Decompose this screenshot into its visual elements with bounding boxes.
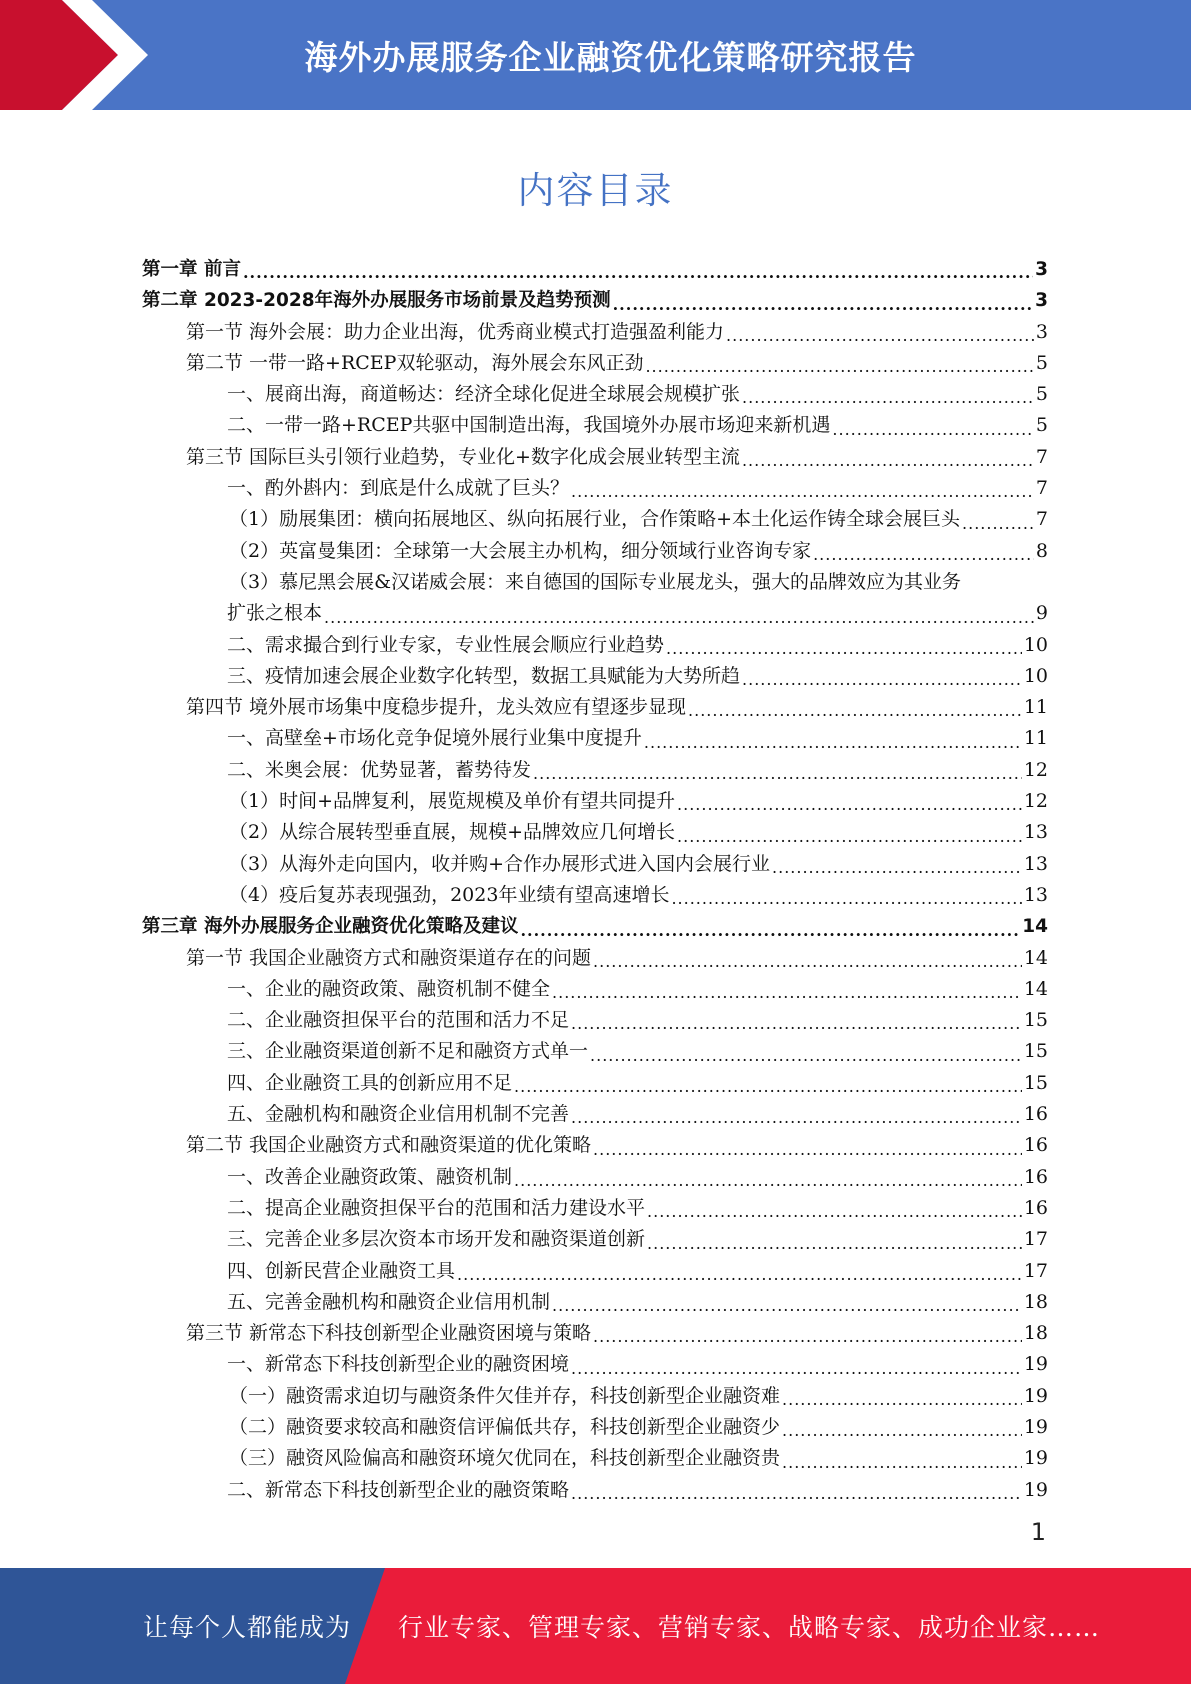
dot-leader [644,723,1022,754]
toc-entry[interactable] [142,317,1048,348]
toc-entry[interactable] [142,1287,1048,1318]
toc-entry[interactable] [142,661,1048,692]
toc-entry[interactable] [142,1256,1048,1287]
dot-leader [552,974,1022,1005]
toc-entry-page: 19 [1023,1447,1048,1470]
toc-entry-page: 8 [1035,539,1048,562]
toc-entry-label: 第二节 我国企业融资方式和融资渠道的优化策略 [186,1134,592,1157]
toc-entry[interactable] [142,1412,1048,1443]
dot-leader [571,1005,1022,1036]
page-footer [0,1568,1191,1684]
toc-entry-label: （二）融资要求较高和融资信评偏低共存，科技创新型企业融资少 [229,1415,781,1438]
dot-leader [726,317,1034,348]
dot-leader [782,1443,1022,1474]
toc-entry[interactable] [142,1068,1048,1099]
dot-leader [742,442,1034,473]
toc-entry-page: 19 [1023,1384,1048,1407]
dot-leader [677,817,1022,848]
toc-entry[interactable] [142,504,1048,535]
toc-entry-label: 一、企业的融资政策、融资机制不健全 [227,977,551,1000]
toc-entry-label: 第三章 海外办展服务企业融资优化策略及建议 [142,916,519,938]
toc-entry[interactable] [142,880,1048,911]
dot-leader [677,786,1022,817]
toc-entry-label: 二、新常态下科技创新型企业的融资策略 [227,1478,570,1501]
page-number: 1 [1030,1518,1046,1546]
toc-entry-label: 扩张之根本 [227,602,323,625]
table-of-contents [142,254,1048,1506]
toc-entry-page: 10 [1023,664,1048,687]
toc-entry-label: （3）从海外走向国内，收并购+合作办展形式进入国内会展行业 [229,852,771,875]
toc-entry-page: 16 [1023,1196,1048,1219]
toc-entry-label: 四、企业融资工具的创新应用不足 [227,1071,513,1094]
toc-entry-label: 第一节 我国企业融资方式和融资渠道存在的问题 [186,946,592,969]
toc-entry-label: 第一章 前言 [142,259,241,280]
dot-leader [571,1349,1022,1380]
toc-entry-page: 3 [1035,320,1048,343]
toc-entry[interactable] [142,1443,1048,1474]
dot-leader [324,598,1034,629]
dot-leader [666,630,1022,661]
dot-leader [782,1412,1022,1443]
toc-entry-label: （1）时间+品牌复利，展览规模及单价有望共同提升 [229,790,676,813]
header-arrow-decoration [0,0,150,110]
toc-entry[interactable] [142,348,1048,379]
dot-leader [571,473,1034,504]
toc-chapter-entry[interactable] [142,254,1048,285]
toc-entry-label: 第四节 境外展市场集中度稳步提升，龙头效应有望逐步显现 [186,696,687,719]
dot-leader [533,755,1022,786]
toc-entry-page: 18 [1023,1290,1048,1313]
toc-entry-page: 15 [1023,1071,1048,1094]
footer-slogan-right: 行业专家、管理专家、营销专家、战略专家、成功企业家…… [398,1613,1101,1642]
toc-entry[interactable] [142,598,1048,629]
report-title: 海外办展服务企业融资优化策略研究报告 [304,37,917,77]
toc-entry-label: （1）励展集团：横向拓展地区、纵向拓展行业，合作策略+本土化运作铸全球会展巨头 [229,508,961,531]
toc-entry-label: 一、改善企业融资政策、融资机制 [227,1165,513,1188]
toc-entry-page: 11 [1023,696,1048,719]
toc-entry-label: 一、新常态下科技创新型企业的融资困境 [227,1353,570,1376]
toc-entry-page: 15 [1023,1009,1048,1032]
dot-leader [457,1256,1022,1287]
dot-leader [593,943,1022,974]
dot-leader [813,536,1034,567]
toc-entry[interactable] [142,849,1048,880]
toc-entry[interactable] [142,817,1048,848]
toc-entry[interactable] [142,1130,1048,1161]
dot-leader [962,504,1034,535]
toc-entry-page: 17 [1023,1228,1048,1251]
toc-entry-page: 11 [1023,727,1048,750]
dot-leader [782,1381,1022,1412]
toc-entry[interactable] [142,943,1048,974]
dot-leader [243,254,1033,285]
toc-entry-page: 13 [1023,852,1048,875]
toc-entry-label: （4）疫后复苏表现强劲，2023年业绩有望高速增长 [229,883,670,906]
toc-entry-page: 14 [1023,946,1048,969]
toc-entry[interactable] [142,1224,1048,1255]
toc-entry-page: 13 [1023,821,1048,844]
toc-entry-label: 第一节 海外会展：助力企业出海，优秀商业模式打造强盈利能力 [186,320,725,343]
toc-entry[interactable] [142,1036,1048,1067]
toc-entry-page: 17 [1023,1259,1048,1282]
toc-entry-label: 三、完善企业多层次资本市场开发和融资渠道创新 [227,1228,646,1251]
toc-entry-label: （2）英富曼集团：全球第一大会展主办机构，细分领域行业咨询专家 [229,539,812,562]
toc-entry-page: 18 [1023,1322,1048,1345]
toc-entry-label: 二、企业融资担保平台的范围和活力不足 [227,1009,570,1032]
dot-leader [742,661,1022,692]
toc-entry-label: 一、展商出海，商道畅达：经济全球化促进全球展会规模扩张 [227,383,741,406]
toc-entry[interactable] [142,1099,1048,1130]
toc-entry[interactable] [142,442,1048,473]
dot-leader [647,1193,1022,1224]
toc-entry-page: 5 [1035,383,1048,406]
toc-heading: 内容目录 [517,169,674,212]
toc-entry-label: 三、企业融资渠道创新不足和融资方式单一 [227,1040,589,1063]
toc-entry-page: 14 [1022,916,1048,938]
footer-slogan-left: 让每个人都能成为 [143,1613,352,1642]
dot-leader [688,692,1022,723]
toc-entry-page: 12 [1023,790,1048,813]
toc-entry-page: 12 [1023,758,1048,781]
toc-entry-label: （三）融资风险偏高和融资环境欠优同在，科技创新型企业融资贵 [229,1447,781,1470]
toc-entry[interactable] [142,786,1048,817]
toc-entry-page: 16 [1023,1103,1048,1126]
toc-entry-label: 三、疫情加速会展企业数字化转型，数据工具赋能为大势所趋 [227,664,741,687]
toc-entry-label: （2）从综合展转型垂直展，规模+品牌效应几何增长 [229,821,676,844]
toc-entry-page: 7 [1035,477,1048,500]
toc-entry-label: 一、酌外斟内：到底是什么成就了巨头？ [227,477,570,500]
toc-entry-label: 五、完善金融机构和融资企业信用机制 [227,1290,551,1313]
dot-leader [514,1068,1022,1099]
toc-entry-page: 7 [1035,445,1048,468]
dot-leader [571,1475,1022,1506]
dot-leader [613,285,1034,316]
dot-leader [832,410,1033,441]
toc-entry[interactable] [142,1381,1048,1412]
toc-entry-page: 19 [1023,1353,1048,1376]
dot-leader [593,1130,1022,1161]
toc-entry[interactable] [142,1162,1048,1193]
toc-entry-page: 10 [1023,633,1048,656]
toc-entry[interactable] [142,1475,1048,1506]
toc-entry-label: 二、需求撮合到行业专家，专业性展会顺应行业趋势 [227,633,665,656]
toc-entry-page: 19 [1023,1415,1048,1438]
toc-entry-page: 16 [1023,1165,1048,1188]
toc-entry-page: 7 [1035,508,1048,531]
toc-entry[interactable] [142,692,1048,723]
dot-leader [772,849,1022,880]
toc-entry-label: （3）慕尼黑会展&汉诺威会展：来自德国的国际专业展龙头，强大的品牌效应为其业务 [229,570,962,593]
dot-leader [552,1287,1022,1318]
toc-entry-page: 15 [1023,1040,1048,1063]
toc-entry-label: 第三节 新常态下科技创新型企业融资困境与策略 [186,1322,592,1345]
toc-entry[interactable] [142,1193,1048,1224]
toc-entry-label: 第二节 一带一路+RCEP双轮驱动，海外展会东风正劲 [186,351,644,374]
toc-entry-label: 一、高壁垒+市场化竞争促境外展行业集中度提升 [227,727,642,750]
toc-entry-page: 16 [1023,1134,1048,1157]
toc-entry[interactable] [142,1349,1048,1380]
toc-entry-page: 14 [1023,977,1048,1000]
toc-chapter-entry[interactable] [142,911,1048,942]
dot-leader [593,1318,1022,1349]
toc-entry[interactable] [142,723,1048,754]
toc-entry-page: 13 [1023,883,1048,906]
dot-leader [647,1224,1022,1255]
toc-entry-label: 四、创新民营企业融资工具 [227,1259,456,1282]
toc-entry[interactable] [142,536,1048,567]
toc-entry-page: 3 [1035,290,1048,312]
toc-entry-page: 5 [1035,351,1048,374]
toc-entry[interactable] [142,974,1048,1005]
toc-entry-label: 第二章 2023-2028年海外办展服务市场前景及趋势预测 [142,290,611,312]
toc-entry-page: 19 [1023,1478,1048,1501]
toc-entry-page: 9 [1035,602,1048,625]
toc-entry-label: 五、金融机构和融资企业信用机制不完善 [227,1103,570,1126]
toc-entry[interactable] [142,1005,1048,1036]
dot-leader [671,880,1021,911]
toc-entry[interactable] [142,630,1048,661]
toc-entry[interactable] [142,410,1048,441]
toc-entry-label: 二、米奥会展：优势显著，蓄势待发 [227,758,532,781]
page-header [0,0,1191,110]
toc-entry-label: （一）融资需求迫切与融资条件欠佳并存，科技创新型企业融资难 [229,1384,781,1407]
toc-entry[interactable] [142,1318,1048,1349]
toc-entry[interactable] [142,567,1048,598]
dot-leader [514,1162,1022,1193]
toc-entry[interactable] [142,473,1048,504]
toc-entry-label: 第三节 国际巨头引领行业趋势，专业化+数字化成会展业转型主流 [186,445,740,468]
toc-entry-page: 5 [1035,414,1048,437]
dot-leader [520,911,1020,942]
dot-leader [645,348,1033,379]
dot-leader [571,1099,1022,1130]
toc-entry-label: 二、提高企业融资担保平台的范围和活力建设水平 [227,1196,646,1219]
dot-leader [742,379,1034,410]
toc-entry[interactable] [142,755,1048,786]
toc-entry-page: 3 [1035,259,1048,280]
dot-leader [590,1036,1022,1067]
toc-chapter-entry[interactable] [142,285,1048,316]
toc-entry-label: 二、一带一路+RCEP共驱中国制造出海，我国境外办展市场迎来新机遇 [227,414,831,437]
toc-entry[interactable] [142,379,1048,410]
